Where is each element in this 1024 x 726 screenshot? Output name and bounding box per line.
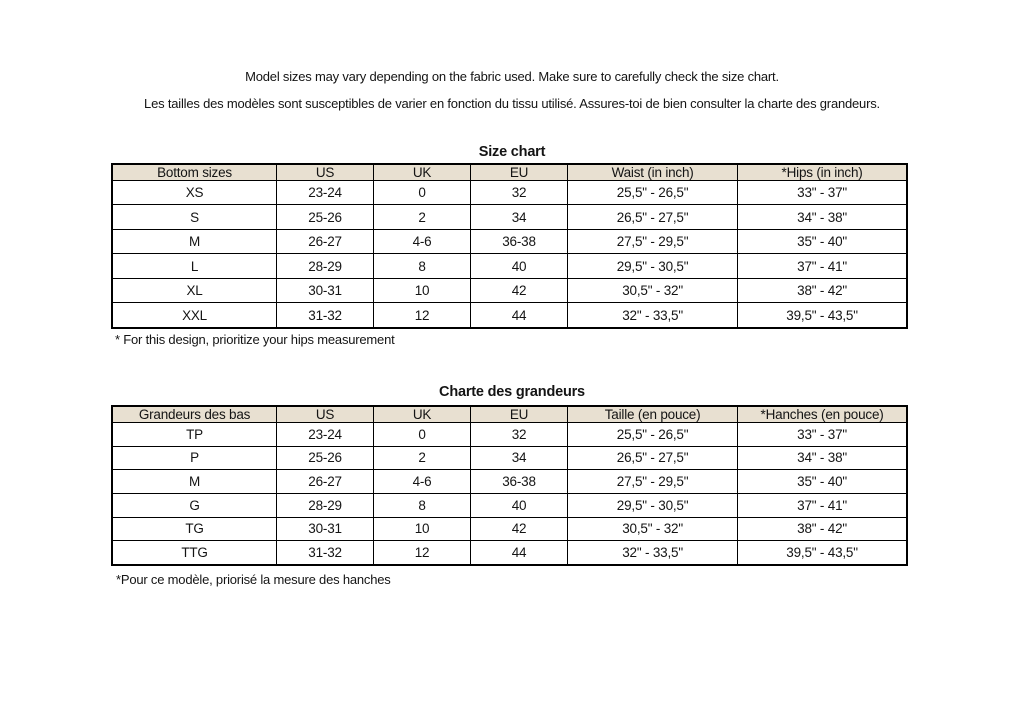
table-cell: 35" - 40" bbox=[738, 229, 907, 253]
table-cell: 26-27 bbox=[277, 470, 374, 494]
table-row bbox=[112, 181, 907, 205]
charte-grandeurs-title: Charte des grandeurs bbox=[439, 384, 585, 400]
table-cell: 37" - 41" bbox=[738, 254, 907, 278]
table-cell: 34 bbox=[471, 205, 568, 229]
table-cell: 32" - 33,5" bbox=[568, 541, 738, 565]
column-header: *Hanches (en pouce) bbox=[738, 406, 907, 423]
table-cell: 8 bbox=[374, 493, 471, 517]
table-row bbox=[112, 303, 907, 328]
table-row bbox=[112, 254, 907, 278]
table-cell: 2 bbox=[374, 205, 471, 229]
table-cell: 12 bbox=[374, 303, 471, 328]
table-cell: 34" - 38" bbox=[738, 446, 907, 470]
table-cell: TG bbox=[112, 517, 277, 541]
table-cell: 39,5" - 43,5" bbox=[738, 541, 907, 565]
table-cell: 40 bbox=[471, 493, 568, 517]
table-cell: 27,5" - 29,5" bbox=[568, 229, 738, 253]
size-chart-footnote: * For this design, prioritize your hips measurement bbox=[115, 332, 395, 347]
table-cell: M bbox=[112, 229, 277, 253]
column-header: EU bbox=[471, 406, 568, 423]
size-chart-table-container bbox=[111, 163, 908, 329]
table-cell: 34 bbox=[471, 446, 568, 470]
size-chart-table bbox=[111, 163, 908, 329]
table-cell: 28-29 bbox=[277, 254, 374, 278]
table-cell: 23-24 bbox=[277, 181, 374, 205]
table-cell: 31-32 bbox=[277, 541, 374, 565]
table-cell: 32 bbox=[471, 181, 568, 205]
table-cell: 10 bbox=[374, 517, 471, 541]
table-cell: XXL bbox=[112, 303, 277, 328]
table-cell: 23-24 bbox=[277, 423, 374, 447]
table-row bbox=[112, 205, 907, 229]
table-cell: 0 bbox=[374, 181, 471, 205]
table-cell: 25-26 bbox=[277, 446, 374, 470]
intro-text-french: Les tailles des modèles sont susceptibles de varier en fonction du tissu utilisé. Assures-toi de bien consulter la charte des grandeurs. bbox=[144, 96, 880, 111]
table-cell: 44 bbox=[471, 541, 568, 565]
table-row bbox=[112, 493, 907, 517]
table-cell: 42 bbox=[471, 278, 568, 302]
table-cell: 32 bbox=[471, 423, 568, 447]
table-cell: 2 bbox=[374, 446, 471, 470]
column-header: Waist (in inch) bbox=[568, 164, 738, 181]
table-cell: 26,5" - 27,5" bbox=[568, 446, 738, 470]
charte-grandeurs-table bbox=[111, 405, 908, 566]
column-header: Taille (en pouce) bbox=[568, 406, 738, 423]
table-cell: XS bbox=[112, 181, 277, 205]
intro-text-english: Model sizes may vary depending on the fabric used. Make sure to carefully check the size chart. bbox=[245, 69, 779, 84]
table-cell: 25,5" - 26,5" bbox=[568, 423, 738, 447]
table-row bbox=[112, 541, 907, 565]
table-cell: 0 bbox=[374, 423, 471, 447]
table-cell: 30,5" - 32" bbox=[568, 517, 738, 541]
charte-grandeurs-table-container bbox=[111, 405, 908, 566]
table-cell: S bbox=[112, 205, 277, 229]
table-cell: 29,5" - 30,5" bbox=[568, 493, 738, 517]
table-cell: 30-31 bbox=[277, 278, 374, 302]
size-chart-title: Size chart bbox=[478, 144, 546, 160]
column-header: UK bbox=[374, 406, 471, 423]
charte-grandeurs-footnote: *Pour ce modèle, priorisé la mesure des hanches bbox=[116, 572, 391, 587]
table-cell: 8 bbox=[374, 254, 471, 278]
table-cell: 31-32 bbox=[277, 303, 374, 328]
table-cell: P bbox=[112, 446, 277, 470]
table-cell: 26,5" - 27,5" bbox=[568, 205, 738, 229]
table-cell: 4-6 bbox=[374, 229, 471, 253]
table-cell: 36-38 bbox=[471, 470, 568, 494]
table-cell: 34" - 38" bbox=[738, 205, 907, 229]
column-header: Grandeurs des bas bbox=[112, 406, 277, 423]
table-cell: L bbox=[112, 254, 277, 278]
table-cell: 32" - 33,5" bbox=[568, 303, 738, 328]
column-header: US bbox=[277, 406, 374, 423]
table-cell: 26-27 bbox=[277, 229, 374, 253]
table-row bbox=[112, 470, 907, 494]
column-header: UK bbox=[374, 164, 471, 181]
table-cell: 39,5" - 43,5" bbox=[738, 303, 907, 328]
table-row bbox=[112, 446, 907, 470]
column-header: *Hips (in inch) bbox=[738, 164, 907, 181]
table-cell: 38" - 42" bbox=[738, 517, 907, 541]
table-cell: 33" - 37" bbox=[738, 181, 907, 205]
column-header: Bottom sizes bbox=[112, 164, 277, 181]
table-cell: 38" - 42" bbox=[738, 278, 907, 302]
table-cell: 35" - 40" bbox=[738, 470, 907, 494]
table-cell: 4-6 bbox=[374, 470, 471, 494]
table-cell: 10 bbox=[374, 278, 471, 302]
table-cell: 27,5" - 29,5" bbox=[568, 470, 738, 494]
table-cell: TP bbox=[112, 423, 277, 447]
table-row bbox=[112, 517, 907, 541]
table-cell: 42 bbox=[471, 517, 568, 541]
table-cell: 25,5" - 26,5" bbox=[568, 181, 738, 205]
header-row bbox=[112, 164, 907, 181]
table-cell: 33" - 37" bbox=[738, 423, 907, 447]
table-cell: 37" - 41" bbox=[738, 493, 907, 517]
table-cell: 25-26 bbox=[277, 205, 374, 229]
table-cell: G bbox=[112, 493, 277, 517]
table-row bbox=[112, 229, 907, 253]
table-cell: 29,5" - 30,5" bbox=[568, 254, 738, 278]
table-cell: 36-38 bbox=[471, 229, 568, 253]
column-header: US bbox=[277, 164, 374, 181]
header-row bbox=[112, 406, 907, 423]
table-cell: 40 bbox=[471, 254, 568, 278]
table-cell: TTG bbox=[112, 541, 277, 565]
table-cell: 12 bbox=[374, 541, 471, 565]
table-cell: M bbox=[112, 470, 277, 494]
table-cell: 30-31 bbox=[277, 517, 374, 541]
table-cell: 30,5" - 32" bbox=[568, 278, 738, 302]
table-cell: 44 bbox=[471, 303, 568, 328]
table-row bbox=[112, 423, 907, 447]
table-cell: 28-29 bbox=[277, 493, 374, 517]
column-header: EU bbox=[471, 164, 568, 181]
table-row bbox=[112, 278, 907, 302]
table-cell: XL bbox=[112, 278, 277, 302]
